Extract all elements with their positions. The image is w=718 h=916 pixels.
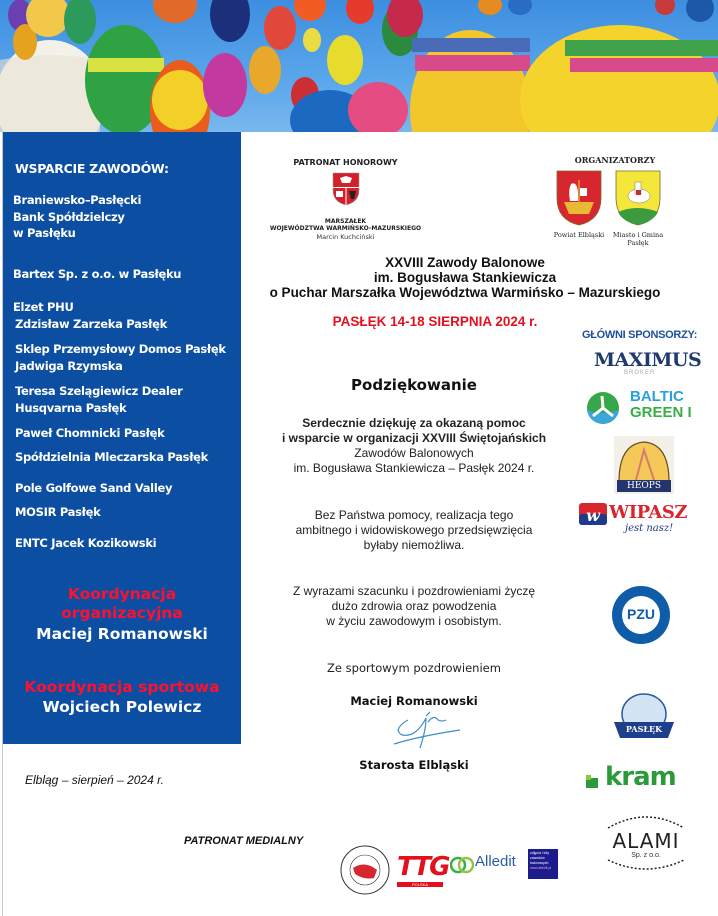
letter-para2-line3: byłaby niemożliwa. — [363, 538, 465, 552]
signer-name: Maciej Romanowski — [350, 694, 478, 708]
letter-para1-line2: i wsparcie w organizacji XXVIII Świętojańskich — [281, 431, 547, 445]
sponsor-sand-valley: Pole Golfowe Sand Valley — [15, 481, 173, 495]
event-title-line3: o Puchar Marszałka Województwa Warmińsko – Mazurskiego — [269, 285, 661, 300]
baltic-green-line2: GREEN I — [630, 404, 692, 421]
place-date: Elbląg – sierpień – 2024 r. — [25, 773, 164, 787]
sponsor-bank-line1: Braniewsko–Pasłęcki — [13, 193, 142, 207]
pzu-name: PZU — [627, 606, 655, 622]
letter-heading: Podziękowanie — [351, 376, 477, 394]
wipasz-w-icon — [579, 503, 607, 525]
organizer-paslek-label: Miasto i Gmina Pasłęk — [612, 231, 664, 247]
coordination-organizational-title-2: organizacyjna — [61, 604, 183, 622]
ttg-name: TTG — [397, 852, 449, 882]
coordination-organizational-title-1: Koordynacja — [67, 585, 177, 603]
letter-para3-line3: w życiu zawodowym i osobistym. — [326, 614, 502, 628]
alledit-info-box — [528, 849, 558, 879]
sponsor-bank-line3: w Pasłęku — [13, 226, 76, 240]
wipasz-slogan: jest nasz! — [625, 523, 674, 534]
pzu-logo — [611, 585, 671, 650]
alami-sub: Sp. z o.o. — [631, 852, 661, 859]
coordination-sports-title: Koordynacja sportowa — [24, 678, 220, 696]
alledit-box-line3: balonowych — [530, 861, 549, 865]
kram-square-icon — [586, 773, 602, 794]
signature-icon — [390, 708, 470, 765]
sponsor-bartex: Bartex Sp. z o.o. w Pasłęku — [13, 267, 182, 281]
polish-journalists-association-logo — [336, 840, 394, 905]
supporters-heading: WSPARCIE ZAWODÓW: — [15, 161, 169, 176]
ttg-sub: POLSKA — [397, 882, 443, 887]
alledit-box-line1: zdjęcia i loty — [530, 851, 550, 855]
wind-turbine-icon — [585, 390, 621, 426]
sponsor-bank-line2: Bank Spółdzielczy — [13, 210, 125, 224]
sponsor-elzet-line2: Zdzisław Zarzeka Pasłęk — [15, 317, 167, 331]
honorary-patronage-label: PATRONAT HONOROWY — [293, 158, 398, 167]
letter-para1-line3: Zawodów Balonowych — [354, 446, 474, 460]
media-patronage-label: PATRONAT MEDIALNY — [184, 835, 304, 847]
paslek-coat-of-arms-icon — [615, 170, 661, 231]
alami-logo — [598, 806, 694, 881]
alledit-box-line2: zawodów — [530, 856, 545, 860]
balloons-photo-icon — [0, 0, 718, 132]
letter-para3-line1: Z wyrazami szacunku i pozdrowieniami życzę — [292, 584, 536, 598]
paslek-water-name: PASŁĘK — [625, 724, 663, 734]
maximus-sub: BROKER — [624, 370, 656, 376]
event-title-line2: im. Bogusława Stankiewicza — [373, 270, 557, 285]
coordination-sports-name: Wojciech Polewicz — [42, 698, 202, 716]
sponsor-mleczarska: Spółdzielnia Mleczarska Pasłęk — [15, 450, 209, 464]
supporters-panel — [3, 132, 241, 744]
wipasz-logo — [579, 503, 607, 530]
letter-para2-line2: ambitnego i widowiskowego przedsięwzięcia — [295, 523, 533, 537]
alledit-box-line4: www.alledit.pl — [530, 866, 552, 870]
sponsor-chomnicki: Paweł Chomnicki Pasłęk — [15, 426, 165, 440]
event-date: PASŁĘK 14-18 SIERPNIA 2024 r. — [332, 314, 538, 329]
honorary-patron-region: WOJEWÓDZTWA WARMIŃSKO-MAZURSKIEGO — [269, 225, 422, 232]
coordination-organizational-name: Maciej Romanowski — [36, 625, 208, 643]
organizers-label: ORGANIZATORZY — [574, 155, 656, 165]
wipasz-name: WIPASZ — [609, 502, 687, 523]
sponsor-domos-line1: Sklep Przemysłowy Domos Pasłęk — [15, 342, 226, 356]
sponsor-domos-line2: Jadwiga Rzymska — [15, 359, 123, 373]
kram-name: kram — [605, 762, 676, 792]
baltic-green-line1: BALTIC — [630, 388, 684, 405]
sponsor-szelagiewicz-line1: Teresa Szelągiewicz Dealer — [15, 384, 183, 398]
powiat-elblaski-coat-of-arms-icon — [556, 170, 602, 231]
ttg-logo — [397, 852, 449, 892]
svg-text:w: w — [586, 506, 600, 525]
sponsor-szelagiewicz-line2: Husqvarna Pasłęk — [15, 401, 127, 415]
heops-name: HEOPS — [626, 481, 662, 491]
letter-para1-line4: im. Bogusława Stankiewicza – Pasłęk 2024 r. — [293, 461, 535, 475]
honorary-patron-name: Marcin Kuchciński — [316, 233, 375, 241]
letter-para3-line2: dużo zdrowia oraz powodzenia — [331, 599, 497, 613]
maximus-name: MAXIMUS — [594, 349, 702, 371]
baltic-green-logo — [585, 390, 621, 431]
heops-logo — [614, 436, 674, 499]
maximus-logo — [594, 349, 702, 380]
honorary-patron-title: MARSZAŁEK — [324, 218, 367, 225]
sponsor-entc: ENTC Jacek Kozikowski — [15, 536, 157, 550]
hot-air-balloons-banner — [0, 0, 718, 132]
sponsor-mosir: MOSIR Pasłęk — [15, 505, 101, 519]
letter-closing: Ze sportowym pozdrowieniem — [327, 661, 501, 675]
alledit-apple-icon — [450, 853, 474, 880]
event-title-line1: XXVIII Zawody Balonowe — [385, 255, 545, 270]
warmia-masuria-coat-of-arms-icon — [332, 172, 360, 211]
organizer-powiat-label: Powiat Elbląski — [553, 231, 605, 239]
signer-title: Starosta Elbląski — [359, 758, 469, 772]
main-sponsors-label: GŁÓWNI SPONSORZY: — [582, 329, 698, 341]
alledit-name: Alledit — [475, 853, 516, 870]
paslek-water-logo — [610, 692, 678, 755]
letter-para2-line1: Bez Państwa pomocy, realizacja tego — [314, 508, 514, 522]
alami-name: ALAMI — [612, 829, 680, 853]
sponsor-elzet-line1: Elzet PHU — [13, 300, 74, 314]
letter-para1-line1: Serdecznie dziękuję za okazaną pomoc — [302, 416, 526, 430]
